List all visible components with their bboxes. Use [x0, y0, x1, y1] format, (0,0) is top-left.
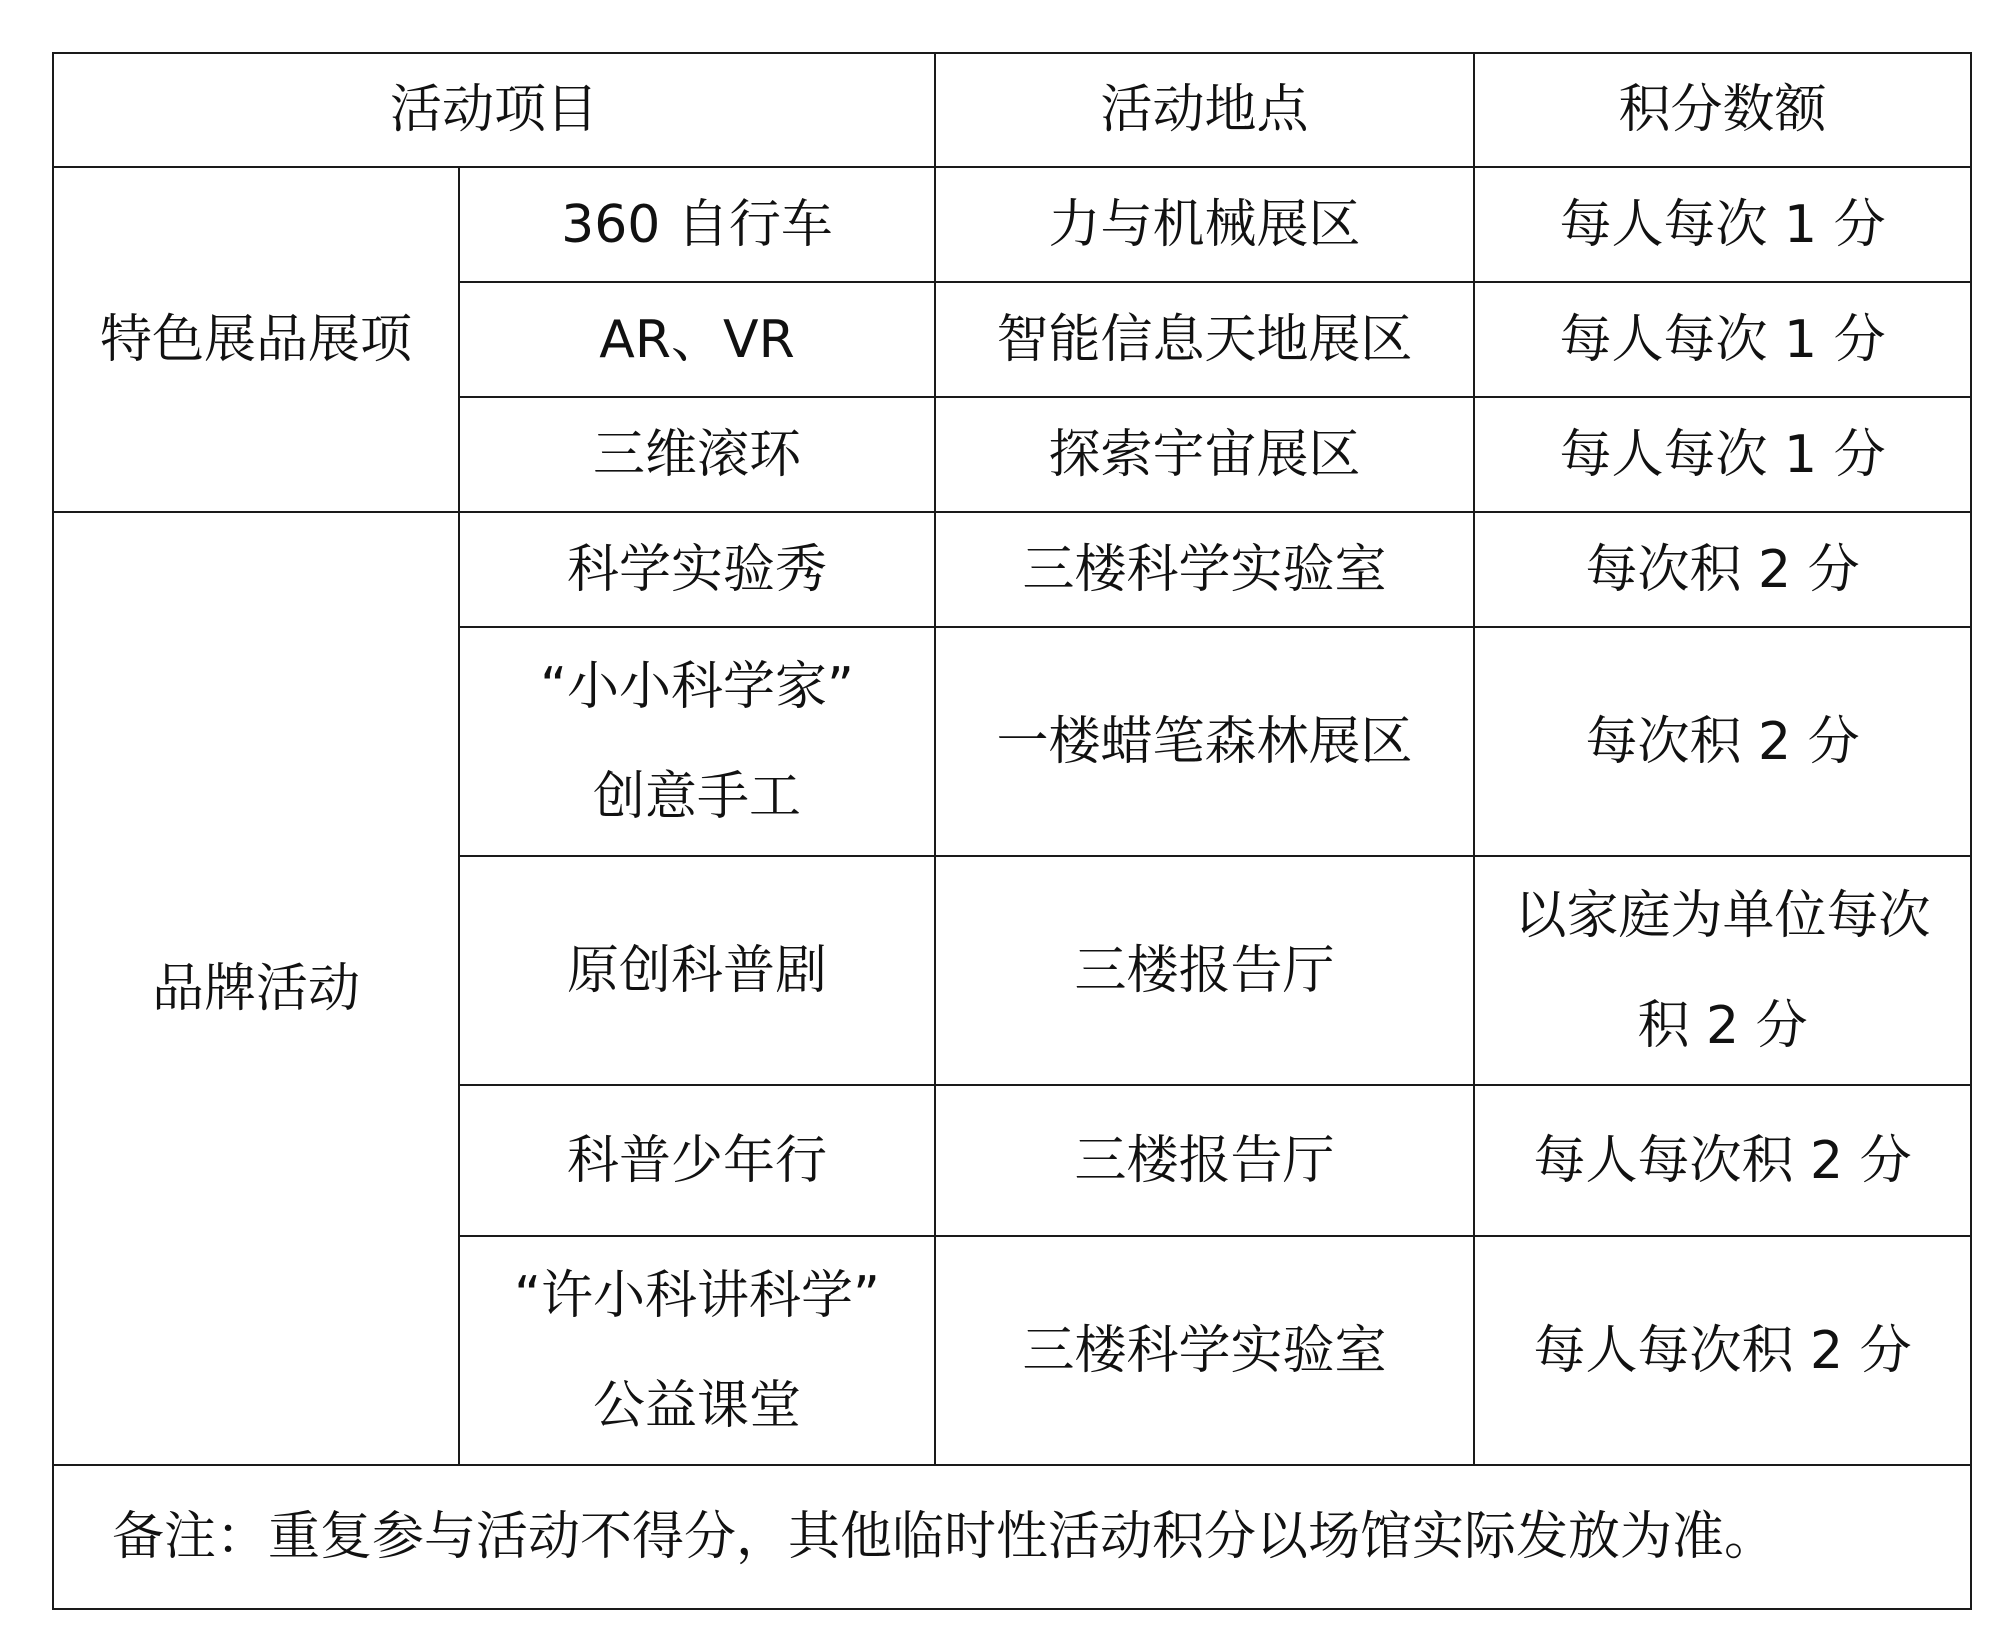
table-row — [53, 512, 1971, 627]
cell-line: 积 2 分 — [1637, 995, 1808, 1056]
activity-item-cell — [459, 627, 935, 856]
activity-item-cell — [459, 397, 935, 512]
activity-location-cell: 三楼科学实验室 — [935, 1236, 1474, 1465]
header-project: 活动项目 — [53, 53, 935, 167]
activity-item-cell — [459, 282, 935, 397]
activity-item-cell — [459, 167, 935, 282]
points-cell — [1474, 282, 1971, 397]
activity-location-cell: 三楼报告厅 — [935, 1085, 1474, 1236]
points-cell — [1474, 397, 1971, 512]
points-table — [52, 52, 1972, 1610]
points-cell — [1474, 167, 1971, 282]
points-cell — [1474, 856, 1971, 1085]
header-row — [53, 53, 1971, 167]
points-cell — [1474, 512, 1971, 627]
activity-location-cell: 三楼科学实验室 — [935, 512, 1474, 627]
header-location: 活动地点 — [935, 53, 1474, 167]
cell-line: 原创科普剧 — [567, 940, 828, 1001]
cell-line: 创意手工 — [593, 766, 802, 827]
cell-line: 360 自行车 — [561, 194, 833, 255]
cell-line: AR、VR — [599, 309, 795, 370]
group-name-cell: 特色展品展项 — [53, 167, 459, 512]
activity-item-cell — [459, 512, 935, 627]
activity-item-cell — [459, 1236, 935, 1465]
cell-line: 每次积 2 分 — [1585, 711, 1860, 772]
cell-line: 以家庭为单位每次 — [1514, 885, 1931, 946]
cell-line: 科普少年行 — [567, 1130, 828, 1191]
cell-line: 每人每次 1 分 — [1559, 424, 1886, 485]
activity-location-cell: 一楼蜡笔森林展区 — [935, 627, 1474, 856]
header-points: 积分数额 — [1474, 53, 1971, 167]
cell-line: 每人每次积 2 分 — [1533, 1130, 1912, 1191]
group-name-cell: 品牌活动 — [53, 512, 459, 1465]
points-table-body — [53, 53, 1971, 1609]
activity-location-cell: 探索宇宙展区 — [935, 397, 1474, 512]
activity-item-cell — [459, 856, 935, 1085]
cell-line: “小小科学家” — [540, 656, 854, 717]
activity-location-cell: 力与机械展区 — [935, 167, 1474, 282]
cell-line: 每人每次 1 分 — [1559, 194, 1886, 255]
activity-location-cell: 智能信息天地展区 — [935, 282, 1474, 397]
activity-location-cell: 三楼报告厅 — [935, 856, 1474, 1085]
points-cell — [1474, 627, 1971, 856]
points-cell — [1474, 1236, 1971, 1465]
cell-line: “许小科讲科学” — [514, 1265, 880, 1326]
table-row — [53, 167, 1971, 282]
cell-line: 公益课堂 — [593, 1375, 802, 1436]
points-cell — [1474, 1085, 1971, 1236]
remark-note: 备注：重复参与活动不得分，其他临时性活动积分以场馆实际发放为准。 — [53, 1465, 1971, 1609]
cell-line: 每人每次积 2 分 — [1533, 1320, 1912, 1381]
cell-line: 三维滚环 — [593, 424, 802, 485]
cell-line: 每次积 2 分 — [1585, 539, 1860, 600]
cell-line: 每人每次 1 分 — [1559, 309, 1886, 370]
cell-line: 科学实验秀 — [567, 539, 828, 600]
note-row — [53, 1465, 1971, 1609]
activity-item-cell — [459, 1085, 935, 1236]
